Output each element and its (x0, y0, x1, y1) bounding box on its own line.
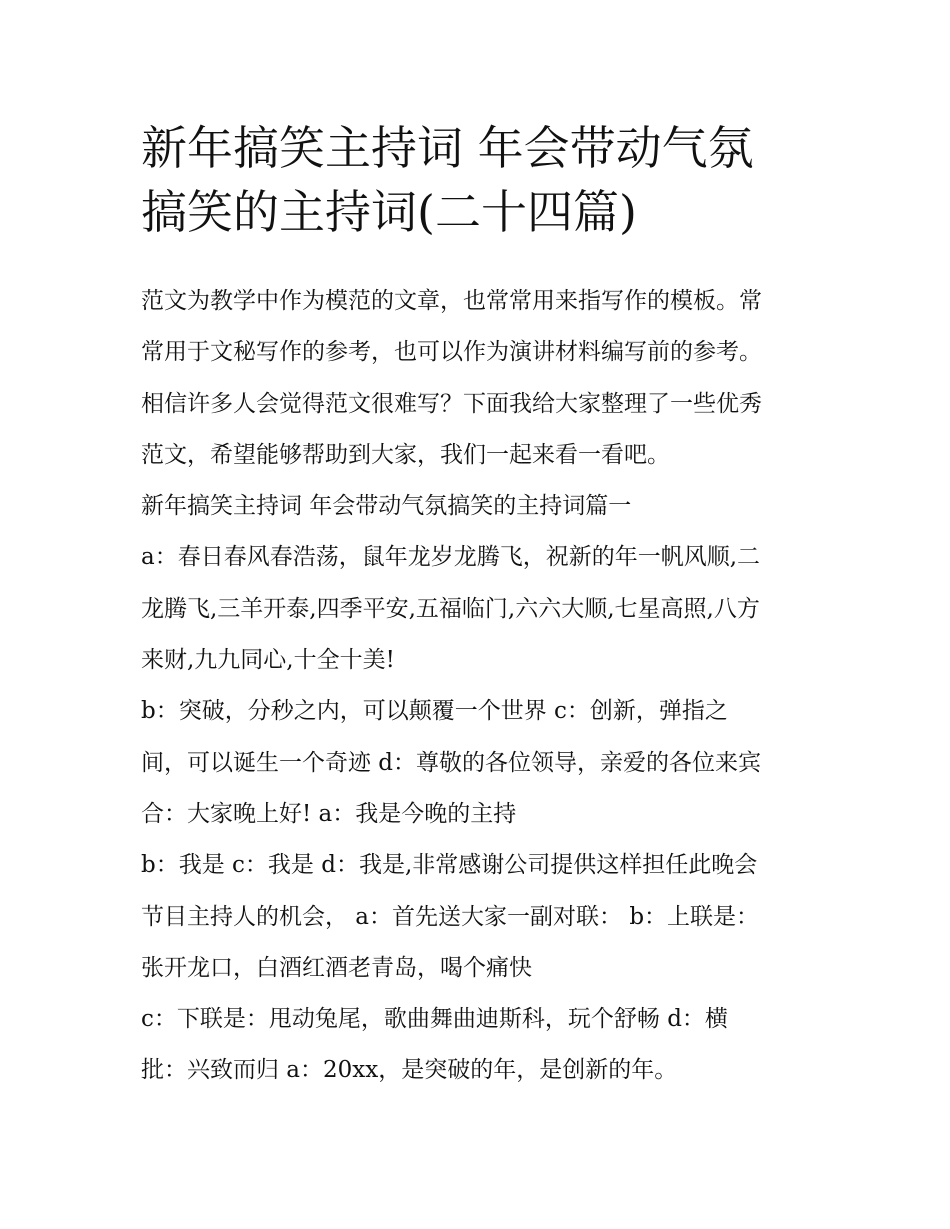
body-line-4: b：突破，分秒之内，可以颠覆一个世界 c：创新，弹指之 (141, 698, 728, 725)
intro-line-1: 范文为教学中作为模范的文章，也常常用来指写作的模板。常 (141, 288, 762, 314)
body-line-2: 龙腾飞,三羊开泰,四季平安,五福临门,六六大顺,七星高照,八方 (141, 595, 760, 622)
intro-line-2: 常用于文秘写作的参考，也可以作为演讲材料编写前的参考。 (141, 339, 762, 366)
section-heading: 新年搞笑主持词 年会带动气氛搞笑的主持词篇一 (141, 493, 632, 520)
body-line-6: 合：大家晚上好! a：我是今晚的主持 (141, 800, 517, 827)
body-line-1: a：春日春风春浩荡，鼠年龙岁龙腾飞，祝新的年一帆风顺,二 (141, 544, 761, 571)
intro-line-3: 相信许多人会觉得范文很难写？下面我给大家整理了一些优秀 (141, 390, 762, 417)
body-line-3: 来财,九九同心,十全十美! (141, 647, 395, 674)
title-line-2: 搞笑的主持词(二十四篇) (141, 185, 637, 239)
document-title (141, 116, 831, 244)
document-body (141, 280, 831, 1101)
title-line-1: 新年搞笑主持词 年会带动气氛 (141, 121, 754, 175)
body-line-7: b：我是 c：我是 d：我是,非常感谢公司提供这样担任此晚会 (141, 852, 758, 879)
intro-line-4: 范文，希望能够帮助到大家，我们一起来看一看吧。 (141, 441, 670, 468)
body-line-8: 节目主持人的机会， a：首先送大家一副对联： b：上联是： (141, 903, 760, 930)
body-line-10: c：下联是：甩动兔尾，歌曲舞曲迪斯科，玩个舒畅 d：横 (141, 1006, 728, 1033)
body-line-9: 张开龙口，白酒红酒老青岛，喝个痛快 (141, 954, 532, 981)
body-line-11: 批：兴致而归 a：20xx，是突破的年，是创新的年。 (141, 1057, 678, 1084)
body-line-5: 间，可以诞生一个奇迹 d：尊敬的各位领导，亲爱的各位来宾 (141, 749, 762, 776)
